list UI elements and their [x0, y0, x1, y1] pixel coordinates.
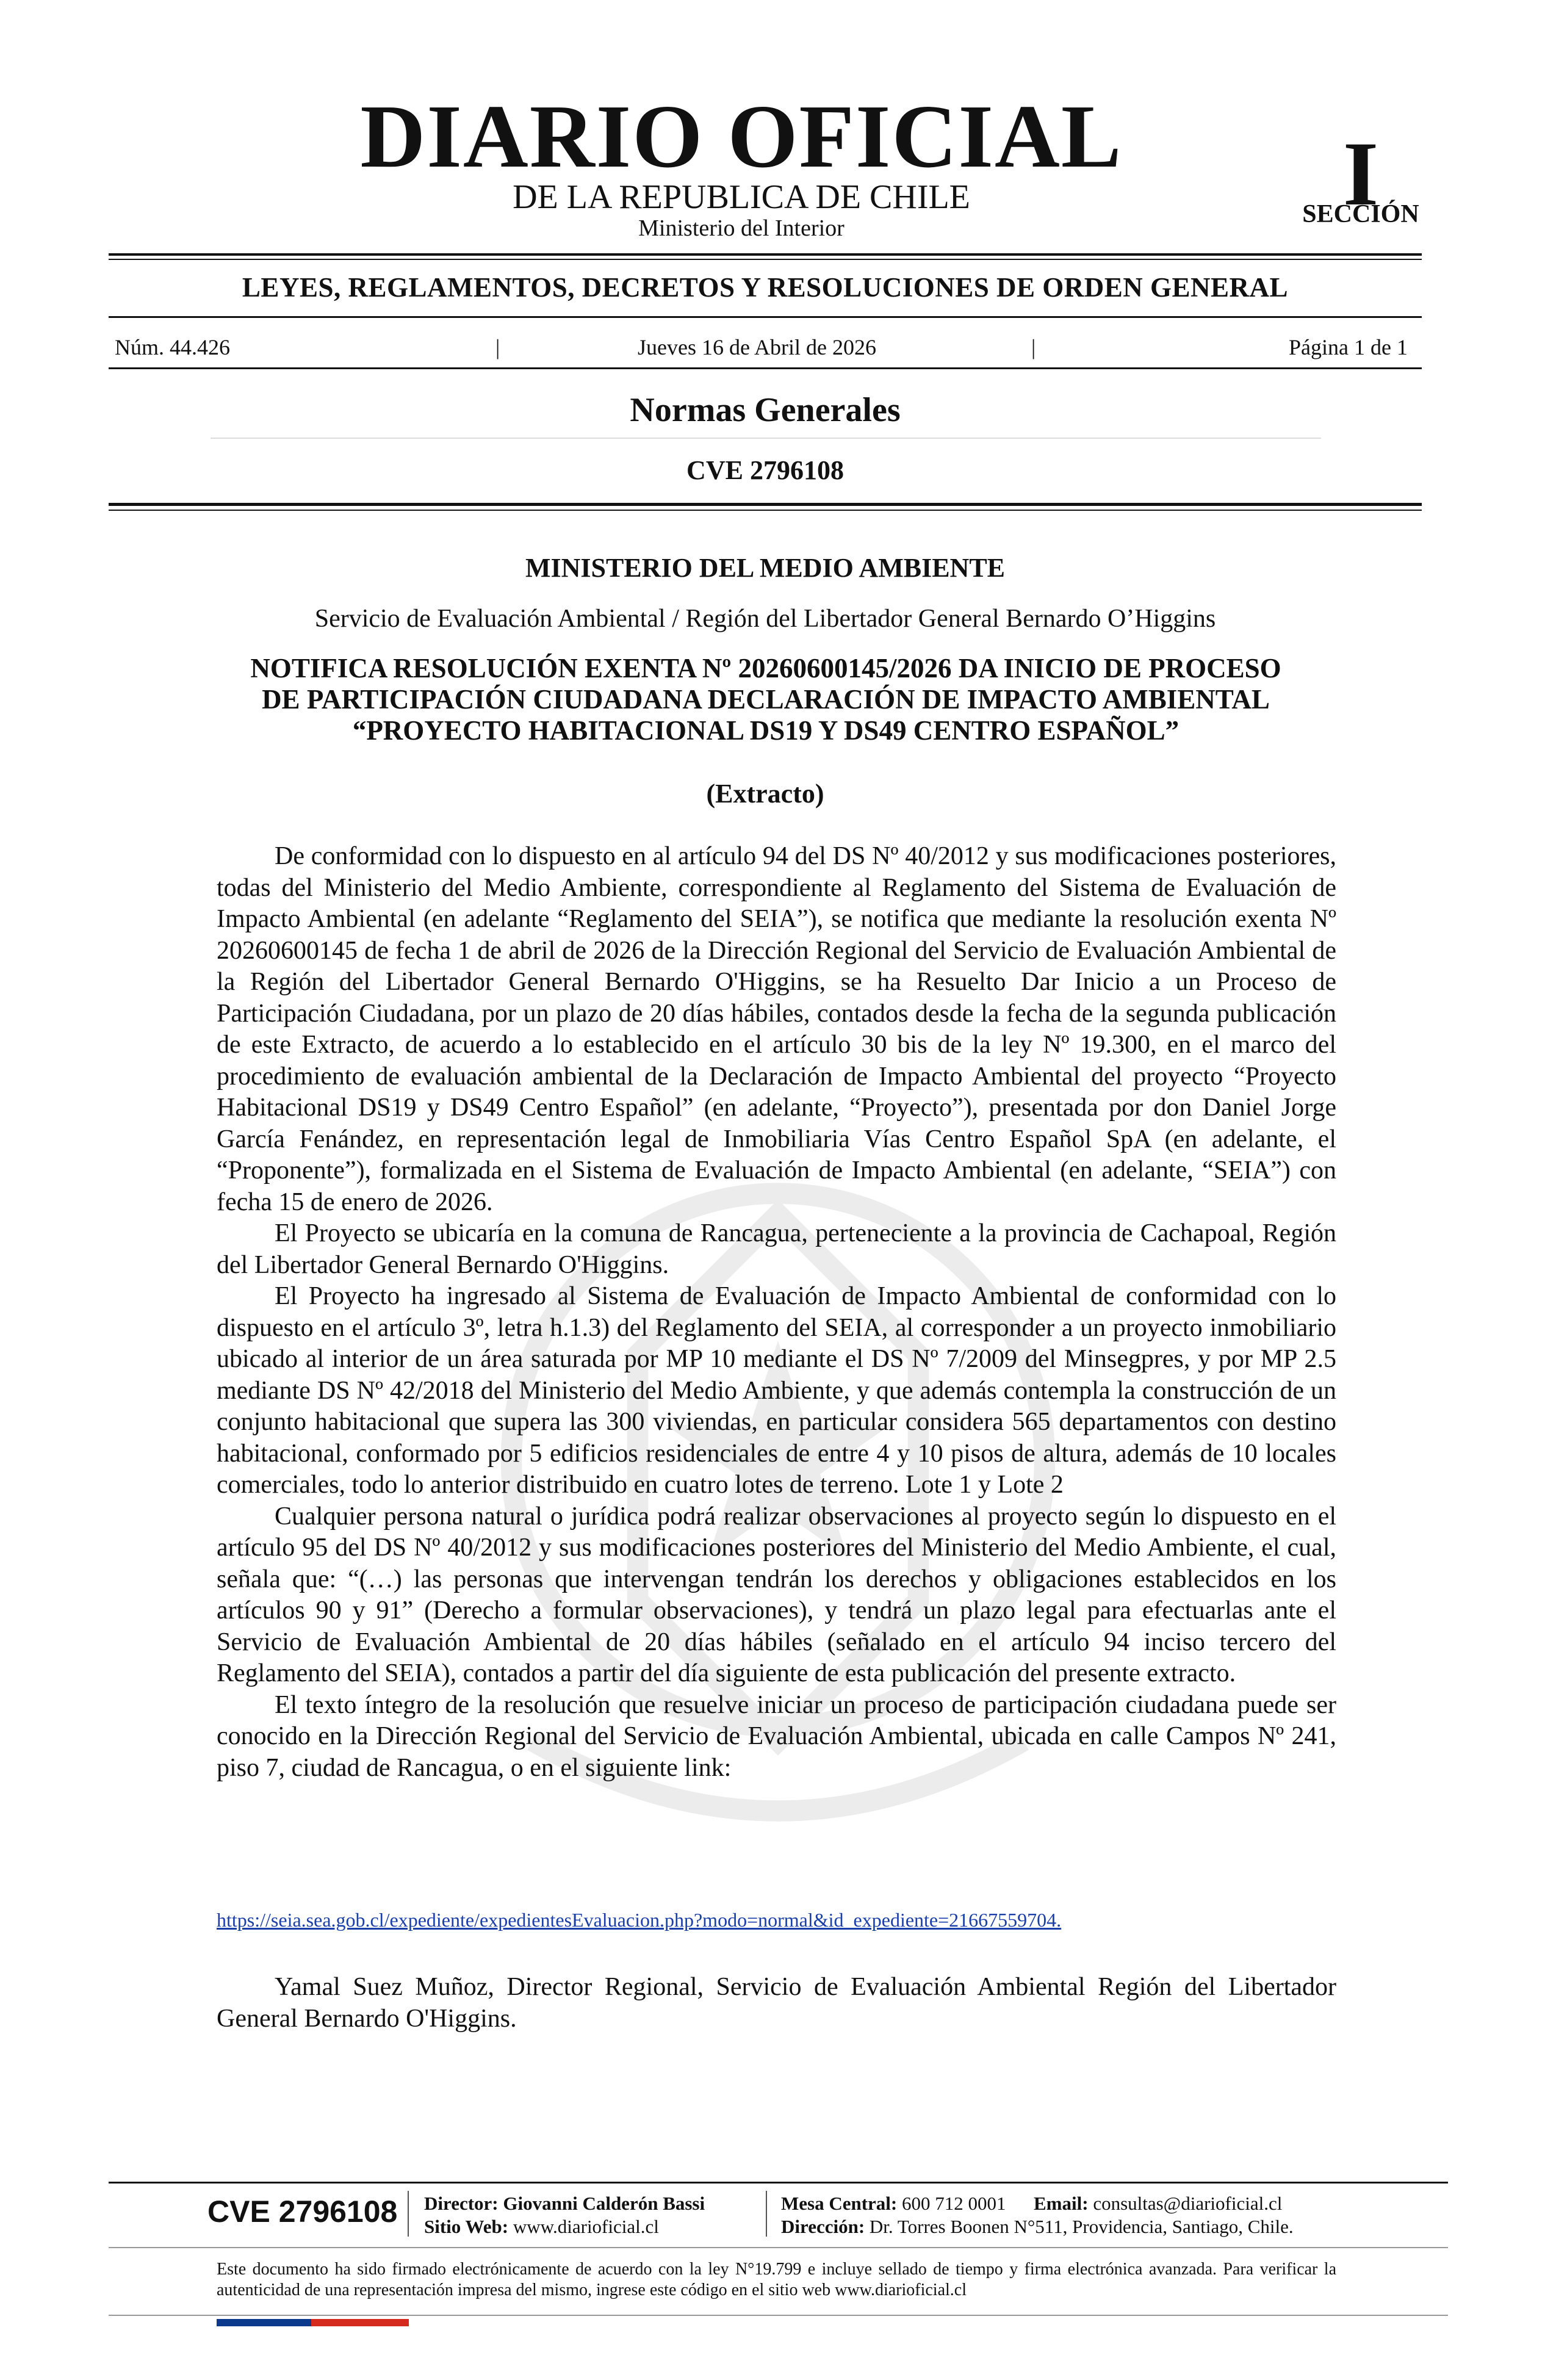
address-value: Dr. Torres Boonen N°511, Providencia, Santiago, Chile. — [869, 2216, 1294, 2237]
document-title — [201, 653, 1330, 746]
website-label: Sitio Web: — [424, 2216, 509, 2237]
document-title-line: NOTIFICA RESOLUCIÓN EXENTA Nº 20260600145/2026 DA INICIO DE PROCESO — [250, 653, 1281, 683]
band-rule-bottom — [109, 316, 1422, 318]
body-paragraph: Cualquier persona natural o jurídica podrá realizar observaciones al proyecto según lo dispuesto en el artículo 95 del DS Nº 40/2012 y sus modificaciones posteriores del Ministerio del Medio Ambiente, el cual, señala que: “(…) las personas que intervengan tendrán los derechos y obligaciones establecidos en los artículos 90 y 91” (Derecho a formular observaciones), y tendrá un plazo legal para efectuarlas ante el Servicio de Evaluación Ambiental de 20 días hábiles (señalado en el artículo 94 inciso tercero del Reglamento del SEIA), contados a partir del día siguiente de esta publicación del presente extracto. — [217, 1502, 1336, 1687]
document-title-line: “PROYECTO HABITACIONAL DS19 Y DS49 CENTRO ESPAÑOL” — [352, 715, 1180, 746]
issue-date: Jueves 16 de Abril de 2026 — [638, 335, 876, 359]
section-label: SECCIÓN — [1302, 200, 1419, 228]
issuing-ministry: MINISTERIO DEL MEDIO AMBIENTE — [525, 553, 1006, 583]
footer-rule-mid — [109, 2247, 1448, 2248]
masthead-title: DIARIO OFICIAL — [360, 87, 1123, 187]
footer-rule-bottom — [109, 2315, 1448, 2316]
heading-divider — [211, 438, 1321, 439]
footer-cve: CVE 2796108 — [207, 2194, 398, 2229]
header-rule-thick — [109, 503, 1422, 506]
issue-number: Núm. 44.426 — [115, 335, 230, 359]
website-value[interactable]: www.diarioficial.cl — [513, 2216, 659, 2237]
footer-divider — [408, 2191, 409, 2237]
cve-code: CVE 2796108 — [686, 455, 844, 485]
mesa-value: 600 712 0001 — [902, 2193, 1006, 2214]
footer-contact — [781, 2192, 1282, 2215]
mesa-label: Mesa Central: — [781, 2193, 898, 2214]
expediente-link[interactable]: https://seia.sea.gob.cl/expediente/expedientesEvaluacion.php?modo=normal&id_expediente=21667559704. — [217, 1909, 1062, 1931]
info-rule — [109, 367, 1422, 369]
body-paragraph: El texto íntegro de la resolución que resuelve iniciar un proceso de participación ciudadana puede ser conocido en la Dirección Regional del Servicio de Evaluación Ambiental, ubicada en calle Campos Nº 241, piso 7, ciudad de Rancagua, o en el siguiente link: — [217, 1690, 1336, 1782]
section-heading: Normas Generales — [630, 391, 901, 429]
body-paragraph: El Proyecto ha ingresado al Sistema de Evaluación de Impacto Ambiental de conformidad con lo dispuesto en el artículo 3º, letra h.1.3) del Reglamento del SEIA, al corresponder a un proyecto inmobiliario ubicado al interior de un área saturada por MP 10 mediante el DS Nº 7/2009 del Minsegpres, y por MP 2.5 mediante DS Nº 42/2018 del Ministerio del Medio Ambiente, y que además contempla la construcción de un conjunto habitacional que supera las 300 viviendas, en particular considera 565 departamentos con destino habitacional, conformado por 5 edificios residenciales de entre 4 y 10 pisos de altura, además de 10 locales comerciales, todo lo anterior distribuido en cuatro lotes de terreno. Lote 1 y Lote 2 — [217, 1282, 1336, 1499]
section-band: LEYES, REGLAMENTOS, DECRETOS Y RESOLUCIONES DE ORDEN GENERAL — [242, 272, 1289, 303]
info-separator: | — [1031, 335, 1036, 359]
footer-website — [424, 2215, 659, 2238]
flag-stripe-blue — [217, 2319, 311, 2326]
section-number: I — [1342, 123, 1379, 225]
extracto-label: (Extracto) — [706, 779, 824, 809]
body-paragraph: El Proyecto se ubicaría en la comuna de Rancagua, perteneciente a la provincia de Cachapoal, Región del Libertador General Bernardo O'Higgins. — [217, 1219, 1336, 1279]
address-label: Dirección: — [781, 2216, 865, 2237]
footer-director — [424, 2192, 705, 2215]
footer-legal-note: Este documento ha sido firmado electrónicamente de acuerdo con la ley N°19.799 e incluye sellado de tiempo y firma electrónica avanzada. Para verificar la autenticidad de una representación impresa del mismo, ingrese este código en el sitio web www.diarioficial.cl — [217, 2260, 1336, 2299]
signature: Yamal Suez Muñoz, Director Regional, Servicio de Evaluación Ambiental Región del Libertador General Bernardo O'Higgins. — [217, 1973, 1336, 2033]
masthead-subtitle: DE LA REPUBLICA DE CHILE — [513, 178, 970, 216]
info-separator: | — [495, 335, 500, 359]
masthead-ministry: Ministerio del Interior — [638, 215, 845, 241]
footer-address — [781, 2215, 1294, 2238]
header-rule-thin — [109, 510, 1422, 511]
director-label: Director: — [424, 2193, 499, 2214]
document-title-line: DE PARTICIPACIÓN CIUDADANA DECLARACIÓN DE IMPACTO AMBIENTAL — [262, 684, 1270, 715]
masthead-rule-top — [109, 253, 1422, 256]
email-value[interactable]: consultas@diarioficial.cl — [1093, 2193, 1283, 2214]
director-value: Giovanni Calderón Bassi — [503, 2193, 705, 2214]
document-body — [217, 841, 1336, 1784]
masthead-rule-inner — [109, 259, 1422, 260]
email-label: Email: — [1034, 2193, 1089, 2214]
footer-divider — [766, 2191, 767, 2237]
page-indicator: Página 1 de 1 — [1289, 335, 1408, 359]
body-paragraph: De conformidad con lo dispuesto en al artículo 94 del DS Nº 40/2012 y sus modificaciones posteriores, todas del Ministerio del Medio Ambiente, correspondiente al Reglamento del Sistema de Evaluación de Impacto Ambiental (en adelante “Reglamento del SEIA”), se notifica que mediante la resolución exenta Nº 20260600145 de fecha 1 de abril de 2026 de la Dirección Regional del Servicio de Evaluación Ambiental de la Región del Libertador General Bernardo O'Higgins, se ha Resuelto Dar Inicio a un Proceso de Participación Ciudadana, por un plazo de 20 días hábiles, contados desde la fecha de la segunda publicación de este Extracto, de acuerdo a lo establecido en el artículo 30 bis de la ley Nº 19.300, en el marco del procedimiento de evaluación ambiental de la Declaración de Impacto Ambiental del proyecto “Proyecto Habitacional DS19 y DS49 Centro Español” (en adelante, “Proyecto”), presentada por don Daniel Jorge García Fenández, en representación legal de Inmobiliaria Vías Centro Español SpA (en adelante, el “Proponente”), formalizada en el Sistema de Evaluación de Impacto Ambiental (en adelante, “SEIA”) con fecha 15 de enero de 2026. — [217, 842, 1336, 1216]
flag-stripe-red — [311, 2319, 409, 2326]
issuing-service: Servicio de Evaluación Ambiental / Región del Libertador General Bernardo O’Higgins — [314, 605, 1216, 633]
footer-rule-top — [109, 2182, 1448, 2183]
